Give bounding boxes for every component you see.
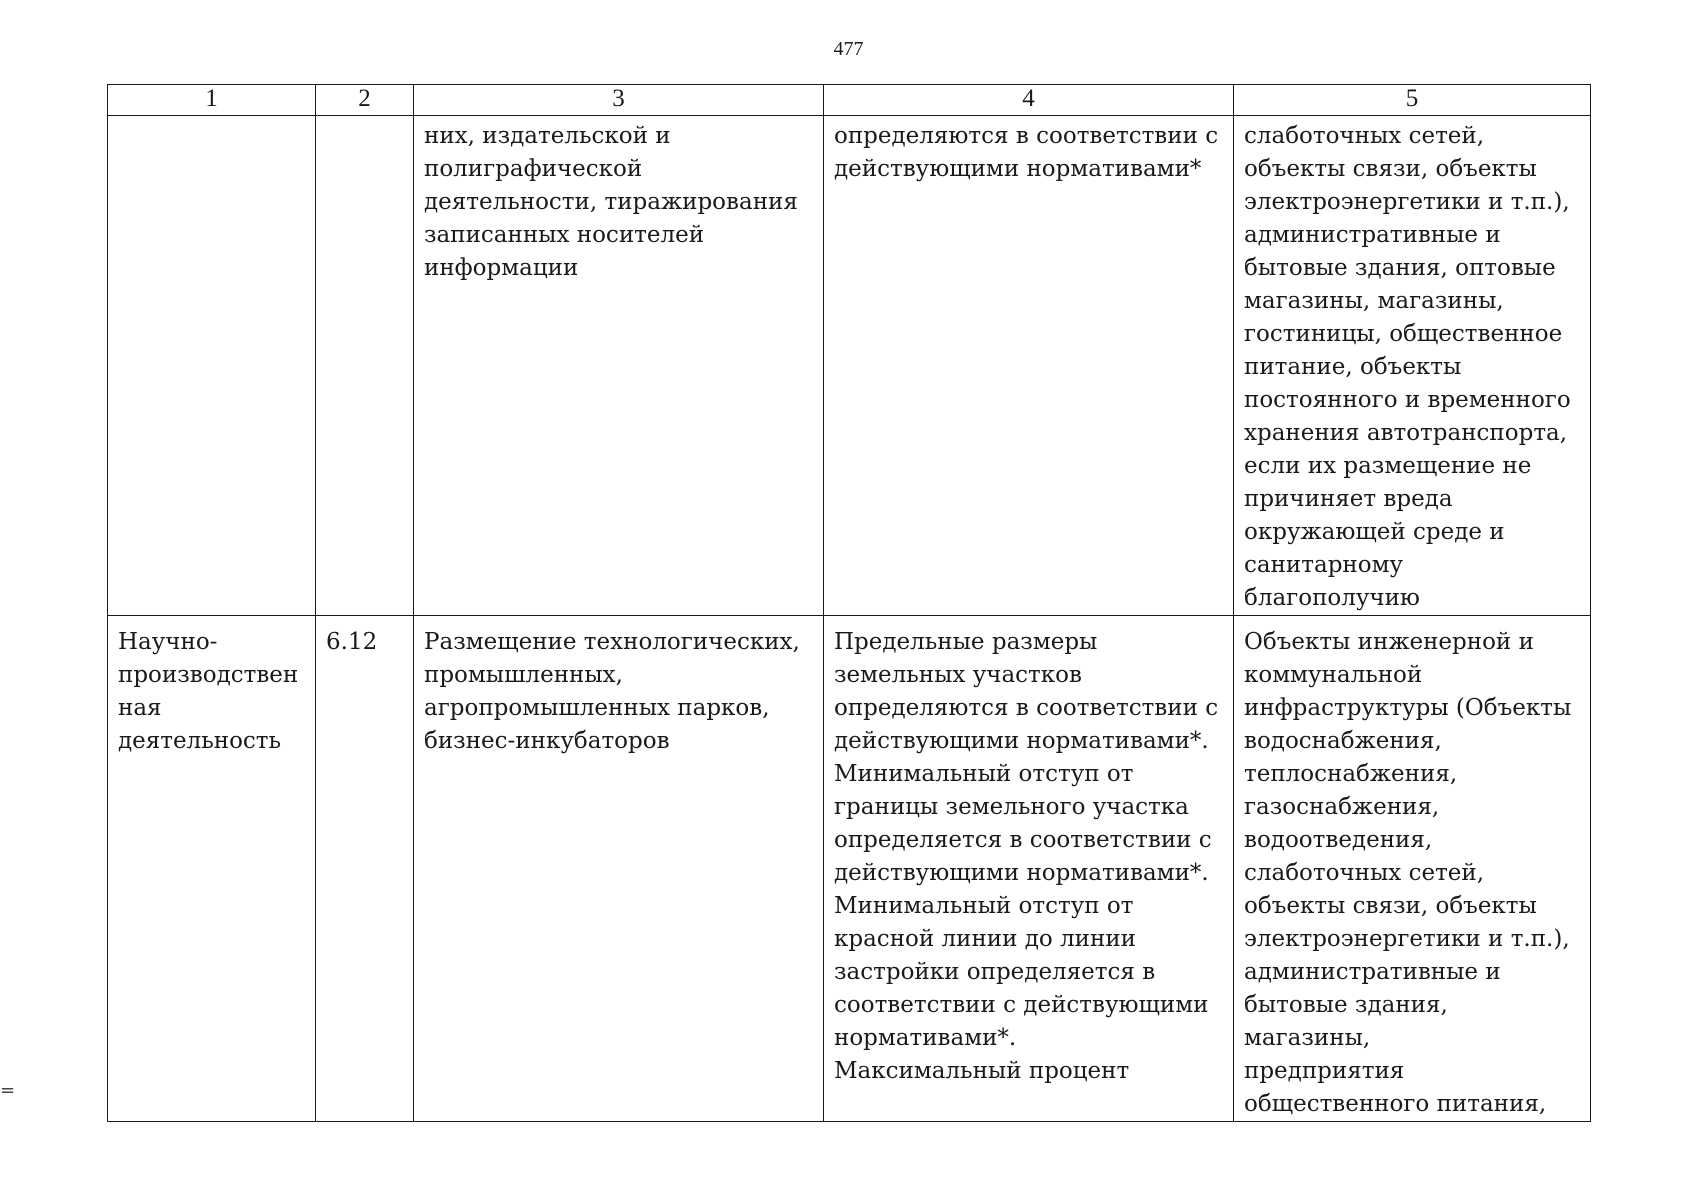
cell-land-use-type: Научно- производствен ная деятельность: [108, 616, 316, 1122]
page-number: 477: [833, 38, 864, 60]
column-header-4: 4: [824, 85, 1234, 116]
cell-code: [316, 116, 414, 616]
table-row: [108, 116, 1591, 616]
margin-mark: =: [0, 1080, 16, 1101]
column-header-3: 3: [414, 85, 824, 116]
column-header-5: 5: [1234, 85, 1591, 116]
cell-description: них, издательской и полиграфической деятельности, тиражирования записанных носителей информации: [414, 116, 824, 616]
cell-auxiliary-uses: Объекты инженерной и коммунальной инфраструктуры (Объекты водоснабжения, теплоснабжения, газоснабжения, водоотведения, слаботочных сетей, объекты связи, объекты электроэнергетики и т.п.), административные и бытовые здания, магазины, предприятия общественного питания,: [1234, 616, 1591, 1122]
cell-description: Размещение технологических, промышленных, агропромышленных парков, бизнес-инкубаторов: [414, 616, 824, 1122]
column-header-2: 2: [316, 85, 414, 116]
table-row: [108, 616, 1591, 1122]
cell-code: 6.12: [316, 616, 414, 1122]
zoning-table: [107, 84, 1591, 1122]
cell-parameters: Предельные размеры земельных участков определяются в соответствии с действующими нормативами*. Минимальный отступ от границы земельного участка определяется в соответствии с действующими нормативами*. Минимальный отступ от красной линии до линии застройки определяется в соответствии с действующими нормативами*. Максимальный процент: [824, 616, 1234, 1122]
cell-land-use-type: [108, 116, 316, 616]
column-header-1: 1: [108, 85, 316, 116]
table-header-row: [108, 85, 1591, 116]
cell-auxiliary-uses: слаботочных сетей, объекты связи, объекты электроэнергетики и т.п.), административные и бытовые здания, оптовые магазины, магазины, гостиницы, общественное питание, объекты постоянного и временного хранения автотранспорта, если их размещение не причиняет вреда окружающей среде и санитарному благополучию: [1234, 116, 1591, 616]
cell-parameters: определяются в соответствии с действующими нормативами*: [824, 116, 1234, 616]
